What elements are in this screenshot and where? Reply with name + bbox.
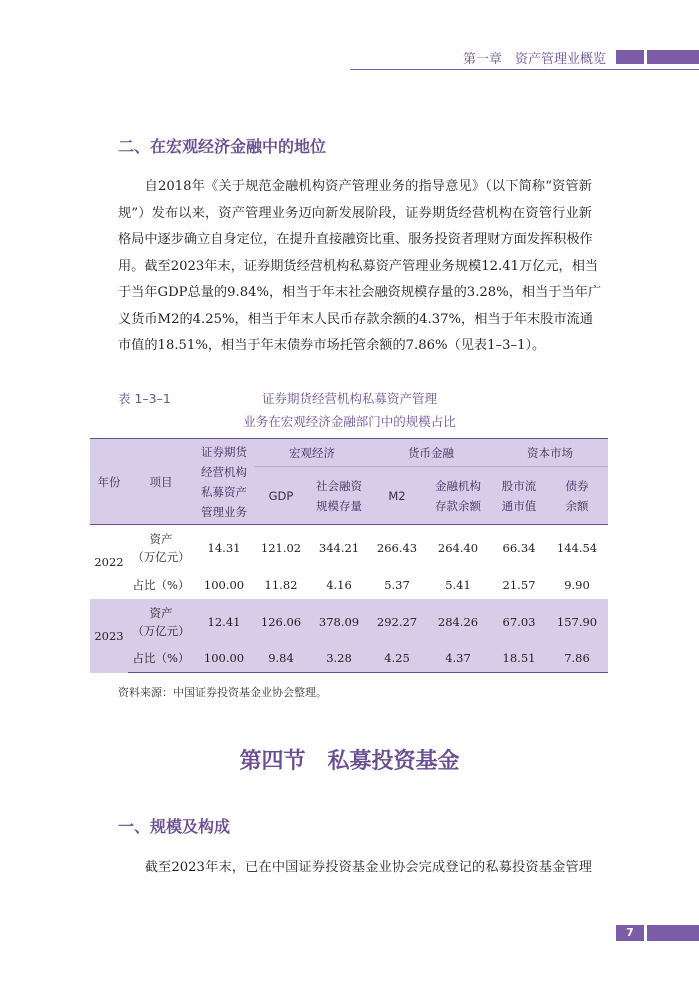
header-group-macro: 宏观经济 [254,439,370,467]
paragraph-line: 格局中逐步确立自身定位，在提升直接融资比重、服务投资者理财方面发挥积极作 [118,232,593,247]
row-label-asset: 资产 （万亿元） [128,525,194,571]
cell-value: 4.25 [370,645,424,673]
running-header [463,45,699,69]
cell-value: 284.26 [424,599,492,645]
cell-value: 292.27 [370,599,424,645]
header-item: 项目 [128,439,194,525]
table-row [90,525,608,571]
cell-value: 12.41 [194,599,254,645]
cell-value: 18.51 [492,645,546,673]
row-year: 2023 [90,599,128,673]
table-row [90,645,608,673]
paragraph-macro [118,174,602,360]
cell-value: 7.86 [546,645,608,673]
paragraph-scale [118,855,592,882]
paragraph-line: 义货币M2的4.25%，相当于年末人民币存款余额的4.37%，相当于年末股市流通 [118,311,593,327]
section-title-private-funds: 第四节 私募投资基金 [239,748,460,774]
cell-value: 378.09 [308,599,370,645]
page-footer [616,925,699,941]
paragraph-line: 用。截至2023年末，证券期货经营机构私募资产管理业务规模12.41万亿元，相当 [118,258,599,274]
header-year: 年份 [90,439,128,525]
cell-value: 126.06 [254,599,308,645]
row-label-ratio: 占比（%） [132,577,190,592]
cell-value: 5.37 [384,577,410,592]
paragraph-line: 市值的18.51%，相当于年末债券市场托管余额的7.86%（见表1–3–1）。 [118,338,546,353]
footer-decoration [647,925,699,941]
header-deposits: 金融机构 存款余额 [424,467,492,525]
cell-value: 66.34 [492,525,546,571]
cell-value: 264.40 [424,525,492,571]
header-social-financing: 社会融资 规模存量 [308,467,370,525]
cell-value: 100.00 [194,645,254,673]
paragraph-line: 自2018年《关于规范金融机构资产管理业务的指导意见》（以下简称“资管新 [118,179,592,194]
cell-value: 4.37 [424,645,492,673]
chapter-title: 第一章 资产管理业概览 [462,51,606,67]
header-m2: M2 [370,467,424,525]
cell-value: 4.16 [326,577,352,592]
header-rule [350,69,699,70]
cell-value: 5.41 [445,577,471,592]
table-source: 资料来源：中国证券投资基金业协会整理。 [118,686,327,699]
cell-value: 67.03 [492,599,546,645]
header-stock-market-cap: 股市流 通市值 [492,467,546,525]
cell-value: 144.54 [546,525,608,571]
header-decoration [616,50,699,64]
paragraph-line: 规”）发布以来，资产管理业务迈向新发展阶段，证券期货经营机构在资管行业新 [118,205,592,221]
cell-value: 9.90 [564,577,590,592]
cell-value: 11.82 [264,577,298,592]
header-securities-private: 证券期货 经营机构 私募资产 管理业务 [194,439,254,525]
page-number: 7 [616,925,644,941]
cell-value: 3.28 [308,645,370,673]
row-label-ratio: 占比（%） [128,645,194,673]
cell-value: 266.43 [370,525,424,571]
paragraph-line: 截至2023年末，已在中国证券投资基金业协会完成登记的私募投资基金管理 [118,860,592,875]
table-row [90,599,608,645]
row-year: 2022 [90,525,128,599]
cell-value: 21.57 [502,577,536,592]
table-row [90,571,608,599]
header-group-capital: 资本市场 [492,439,608,467]
row-label-asset: 资产 （万亿元） [128,599,194,645]
paragraph-line: 于当年GDP总量的9.84%，相当于年末社会融资规模存量的3.28%，相当于当年广 [118,285,602,300]
cell-value: 121.02 [254,525,308,571]
cell-value: 14.31 [194,525,254,571]
header-group-money: 货币金融 [370,439,492,467]
cell-value: 9.84 [254,645,308,673]
cell-value: 157.90 [546,599,608,645]
table-title-line2: 业务在宏观经济金融部门中的规模占比 [243,414,456,429]
header-bond-balance: 债券 余额 [546,467,608,525]
cell-value: 344.21 [308,525,370,571]
header-gdp: GDP [254,467,308,525]
table-number: 表 1–3–1 [118,391,171,406]
section-heading-scale: 一、规模及构成 [118,817,231,836]
section-heading-macro: 二、在宏观经济金融中的地位 [118,137,327,156]
cell-value: 100.00 [203,577,245,592]
table-title-line1: 证券期货经营机构私募资产管理 [261,391,437,406]
scale-ratio-table [90,438,608,673]
